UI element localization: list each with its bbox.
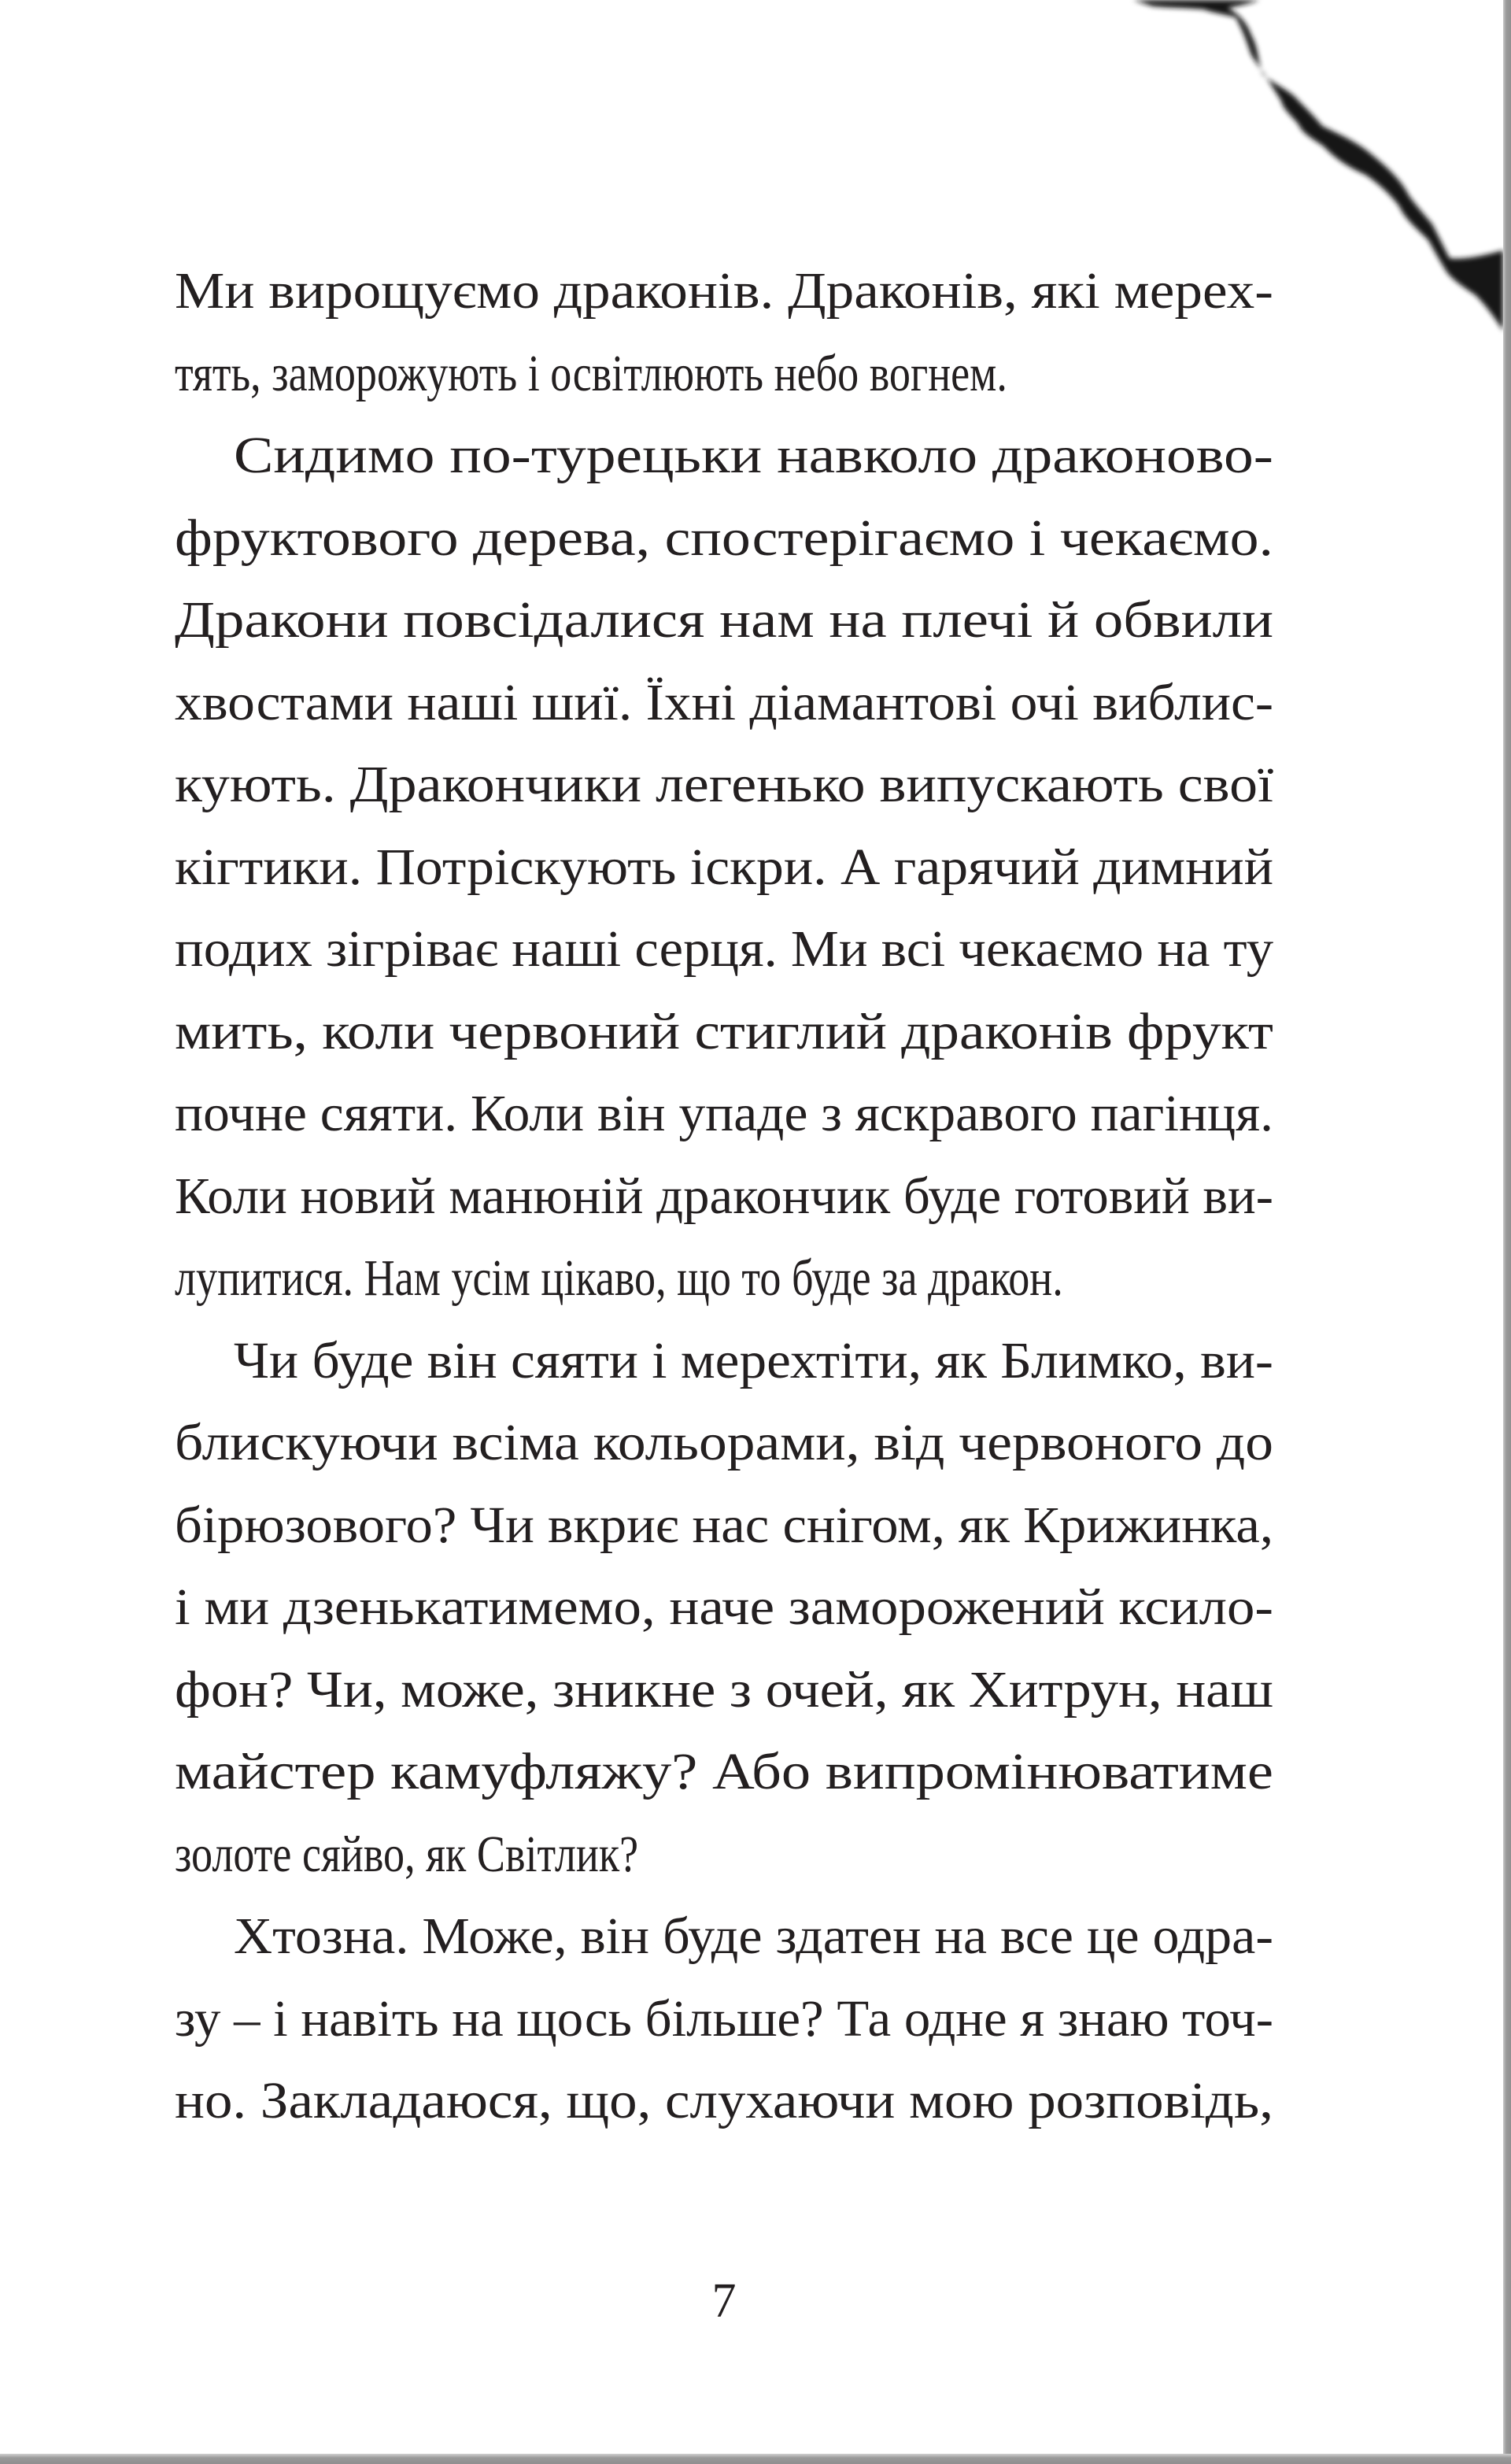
page-frame-bottom (0, 2454, 1511, 2464)
text-line: Чи буде він сяяти і мерехтіти, як Блимко, ви- (234, 1331, 1273, 1389)
text-line: фон? Чи, може, зникне з очей, як Хитрун, наш (175, 1660, 1273, 1719)
text-line: фруктового дерева, спостерігаємо і чекаємо. (175, 509, 1273, 567)
text-line: Хтозна. Може, він буде здатен на все це одра- (234, 1907, 1273, 1965)
text-line: бірюзового? Чи вкриє нас снігом, як Крижинка, (175, 1496, 1273, 1554)
text-line: блискуючи всіма кольорами, від червоного до (175, 1414, 1273, 1471)
text-line: Ми вирощуємо драконів. Драконів, які мерех- (175, 262, 1273, 320)
paragraph (175, 260, 1273, 424)
text-line: Дракони повсідалися нам на плечі й обвили (175, 591, 1273, 649)
paragraph (175, 1330, 1273, 1906)
text-line: зу – і навіть на щось більше? Та одне я знаю точ- (175, 1989, 1273, 2048)
text-line: лупитися. Нам усім цікаво, що то буде за дракон. (175, 1249, 1063, 1307)
body-text (175, 260, 1273, 2152)
text-line: Сидимо по-турецьки навколо драконово- (234, 427, 1273, 484)
text-line: почне сяяти. Коли він упаде з яскравого пагінця. (175, 1085, 1273, 1142)
paragraph (175, 1905, 1273, 2152)
text-line: хвостами наші шиї. Їхні діамантові очі виблис- (175, 673, 1273, 731)
text-line: золоте сяйво, як Світлик? (175, 1825, 639, 1883)
page-frame-right (1503, 0, 1511, 2464)
text-line: кують. Дракончики легенько випускають свої (175, 756, 1273, 813)
text-line: подих зігріває наші серця. Ми всі чекаємо на ту (175, 920, 1273, 978)
text-line: мить, коли червоний стиглий драконів фрукт (175, 1002, 1273, 1060)
text-line: но. Закладаюся, що, слухаючи мою розповідь, (175, 2072, 1273, 2129)
text-line: кігтики. Потріскують іскри. А гарячий димний (175, 838, 1273, 896)
text-line: Коли новий манюній дракончик буде готовий ви- (175, 1167, 1273, 1225)
paragraph (175, 424, 1273, 1330)
text-line: майстер камуфляжу? Або випромінюватиме (175, 1743, 1273, 1800)
text-line: тять, заморожують і освітлюють небо вогнем. (175, 344, 1007, 402)
text-line: і ми дзенькатимемо, наче заморожений ксило- (175, 1578, 1273, 1636)
page-number: 7 (711, 2274, 737, 2328)
